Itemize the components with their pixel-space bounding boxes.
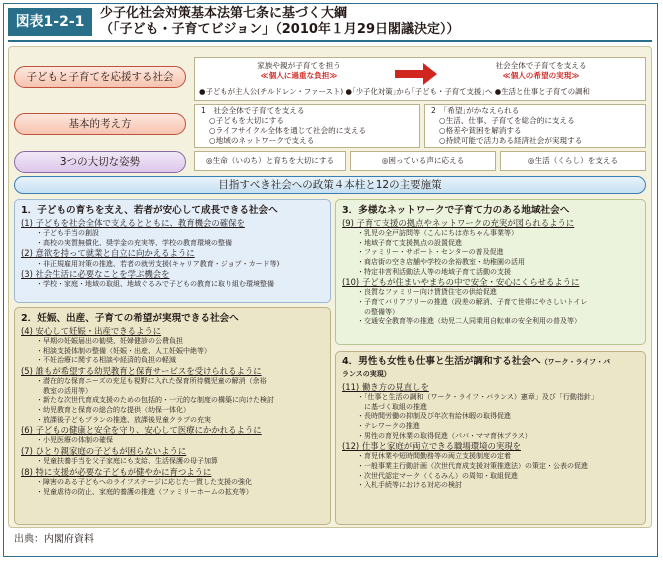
header-rule bbox=[8, 40, 652, 42]
basic-box-1-line: ○地域のネットワークで支える bbox=[209, 136, 315, 145]
measure-bullet: ・潜在的な保育ニーズの充足も視野に入れた保育所待機児童の解消（余裕 bbox=[36, 377, 267, 386]
measure-heading: (2) 意欲を持って就業と自立に向かえるように bbox=[21, 248, 195, 259]
pillar-4-title-main: 4．男性も女性も仕事と生活が調和する社会へ bbox=[342, 356, 541, 367]
pillar-3 bbox=[335, 199, 646, 345]
measure-bullet: ・小児医療の体制の確保 bbox=[36, 436, 113, 445]
pillar-4 bbox=[335, 351, 646, 525]
measure-bullet: ・男性の育児休業の取得促進（パパ・ママ育休プラス） bbox=[357, 431, 532, 440]
measure-heading: (10) 子どもが住まいやまちの中で安全・安心にくらせるように bbox=[342, 277, 580, 288]
pillar-4-title-small: （ワーク・ライフ・バ bbox=[540, 358, 611, 366]
measure-bullet: ・障害のある子どもへのライフステージに応じた一貫した支援の強化 bbox=[36, 477, 253, 486]
pillar-4-title bbox=[342, 356, 639, 368]
measure-bullet: ・早期の妊娠届出の勧奨、妊婦健診の公費負担 bbox=[36, 337, 183, 346]
measure-bullet: ・テレワークの推進 bbox=[357, 421, 420, 430]
measure-heading: (1) 子どもを社会全体で支えるとともに、教育機会の確保を bbox=[21, 218, 245, 228]
attitude-item: ◎困っている声に応える bbox=[350, 151, 496, 171]
measure-bullet: ・相談支援体制の整備（妊娠・出産、人工妊娠中絶等） bbox=[36, 346, 211, 355]
measure-bullet: ・放課後子どもプランの推進、放課後児童クラブの充実 bbox=[36, 415, 211, 424]
pillar-1-title: 1．子どもの育ちを支え、若者が安心して成長できる社会へ bbox=[21, 205, 278, 216]
society-left-top: 家族や親が子育てを担う bbox=[257, 61, 341, 70]
figure-title bbox=[100, 6, 640, 38]
measure-bullet: ・児童扶養手当を父子家庭にも支給、生活保護の母子加算 bbox=[36, 457, 218, 466]
figure-number-badge: 図表1-2-1 bbox=[8, 8, 92, 36]
measure-bullet: ・地域子育て支援拠点の設置促進 bbox=[357, 238, 462, 247]
measure-heading: (9) 子育て支援の拠点やネットワークの充実が図られるように bbox=[342, 218, 575, 228]
measure-bullet: に基づく取組の推進 bbox=[364, 402, 427, 411]
measure-heading: (7) ひとり親家庭の子どもが困らないように bbox=[21, 445, 187, 456]
measure-bullet: ・学校・家庭・地域の取組、地域ぐるみで子どもの教育に取り組む環境整備 bbox=[36, 280, 274, 289]
basic-label: 基本的考え方 bbox=[14, 113, 186, 135]
pillar-3-title: 3．多様なネットワークで子育て力のある地域社会へ bbox=[342, 205, 570, 216]
measure-bullet: ・商店街の空き店舗や学校の余裕教室・幼稚園の活用 bbox=[357, 257, 525, 266]
society-left-red: ≪個人に過重な負担≫ bbox=[260, 71, 338, 80]
basic-box-1-line: 1 社会全体で子育てを支える bbox=[201, 106, 305, 115]
measure-bullet: ・入札手続等における対応の検討 bbox=[357, 481, 462, 490]
society-right-red: ≪個人の希望の実現≫ bbox=[502, 71, 580, 80]
measure-bullet: ・長時間労働の抑制及び年次有給休暇の取得促進 bbox=[357, 412, 511, 421]
measure-bullet: ・新たな次世代育成支援のための包括的・一元的な制度の構築に向けた検討 bbox=[36, 396, 274, 405]
society-bottom-text: ●子どもが主人公(チルドレン・ファースト) ●｢少子化対策｣から｢子ども・子育て支援｣へ ●生活と仕事と子育ての調和 bbox=[199, 87, 590, 96]
basic-box-2-line: ○格差や貧困を解消する bbox=[439, 126, 522, 135]
measure-heading: (4) 安心して妊娠・出産できるように bbox=[21, 326, 162, 336]
measure-bullet: ・乳児の全戸訪問等（こんにちは赤ちゃん事業等） bbox=[357, 229, 518, 238]
measure-heading: (8) 特に支援が必要な子どもが健やかに育つように bbox=[21, 466, 212, 477]
pillar-1 bbox=[14, 199, 331, 303]
pillar-4-title-line-2 bbox=[342, 368, 639, 380]
measure-bullet: ・児童虐待の防止、家庭的養護の推進（ファミリーホームの拡充等） bbox=[36, 487, 253, 496]
measure-bullet: ・不妊治療に関する相談や経済的負担の軽減 bbox=[36, 356, 176, 365]
policy-pillars-banner: 目指すべき社会への政策４本柱と12の主要施策 bbox=[14, 176, 646, 194]
pillar-2 bbox=[14, 307, 331, 525]
measure-bullet: ・育児休業や短時間勤務等の両立支援制度の定着 bbox=[357, 452, 511, 461]
pillar-2-title: 2．妊娠、出産、子育ての希望が実現できる社会へ bbox=[21, 313, 239, 324]
measure-heading: (6) 子どもの健康と安全を守り、安心して医療にかかれるように bbox=[21, 425, 262, 436]
measure-bullet: ・幼児教育と保育の総合的な提供（幼保一体化） bbox=[36, 405, 190, 414]
measure-heading: (3) 社会生活に必要なことを学ぶ機会を bbox=[21, 269, 170, 280]
basic-box-2-line: ○持続可能で活力ある経済社会が実現する bbox=[439, 136, 583, 145]
source-note: 出典：内閣府資料 bbox=[14, 534, 94, 545]
measure-bullet: ・ファミリー・サポート・センターの普及促進 bbox=[357, 248, 504, 257]
society-right-top: 社会全体で子育てを支える bbox=[495, 61, 587, 70]
measure-bullet: ・高校の実質無償化、奨学金の充実等、学校の教育環境の整備 bbox=[36, 238, 232, 247]
measure-heading: (12) 仕事と家庭が両立できる職場環境の実現を bbox=[342, 441, 521, 452]
measure-bullet: ・「仕事と生活の調和（ワーク・ライフ・バランス）憲章」及び「行動指針」 bbox=[357, 393, 598, 402]
society-label: 子どもと子育てを応援する社会 bbox=[14, 66, 186, 88]
basic-box-2 bbox=[424, 104, 646, 148]
basic-box-1-line: ○子どもを大切にする bbox=[209, 116, 284, 125]
attitudes-label: 3つの大切な姿勢 bbox=[14, 151, 186, 173]
measure-bullet: ・良質なファミリー向け賃貸住宅の供給促進 bbox=[357, 288, 497, 297]
measure-heading: (5) 誰もが希望する幼児教育と保育サービスを受けられるように bbox=[21, 365, 262, 376]
basic-box-2-line: ○生活、仕事、子育てを総合的に支える bbox=[439, 116, 575, 125]
title-line-1: 少子化社会対策基本法第七条に基づく大綱 bbox=[100, 6, 348, 21]
measure-heading: (11) 働き方の見直しを bbox=[342, 382, 429, 392]
society-box bbox=[194, 57, 646, 101]
title-line-2: （「子ども・子育てビジョン」（2010年１月29日閣議決定）） bbox=[100, 22, 460, 37]
measure-bullet: ・特定非営利活動法人等の地域子育て活動の支援 bbox=[357, 267, 511, 276]
measure-bullet: ・交通安全教育等の推進（幼児二人同乗用自転車の安全利用の普及等） bbox=[357, 317, 581, 326]
society-left bbox=[219, 61, 379, 81]
attitude-item: ◎生活（くらし）を支える bbox=[500, 151, 646, 171]
basic-box-1 bbox=[194, 104, 420, 148]
measure-bullet: ・次世代認定マーク（くるみん）の周知・取組促進 bbox=[357, 471, 518, 480]
measure-bullet: ・子ども手当の創設 bbox=[36, 229, 99, 238]
measure-bullet: ・一般事業主行動計画（次世代育成支援対策推進法）の策定・公表の促進 bbox=[357, 461, 588, 470]
pillar-4-title-small-2: ランスの実現） bbox=[342, 370, 391, 378]
measure-bullet: の整備等） bbox=[364, 307, 399, 316]
attitude-item: ◎生命（いのち）と育ちを大切にする bbox=[194, 151, 346, 171]
measure-bullet: 教室の活用等） bbox=[43, 386, 92, 395]
basic-box-2-line: 2 ｢希望｣がかなえられる bbox=[431, 106, 520, 115]
measure-bullet: ・子育てバリアフリーの推進（段差の解消、子育て世帯にやさしいトイレ bbox=[357, 297, 588, 306]
society-right bbox=[461, 61, 621, 81]
measure-bullet: ・非正規雇用対策の推進、若者の就労支援(キャリア教育・ジョブ・カード等) bbox=[36, 259, 280, 268]
basic-box-1-line: ○ライフサイクル全体を通じて社会的に支える bbox=[209, 126, 367, 135]
